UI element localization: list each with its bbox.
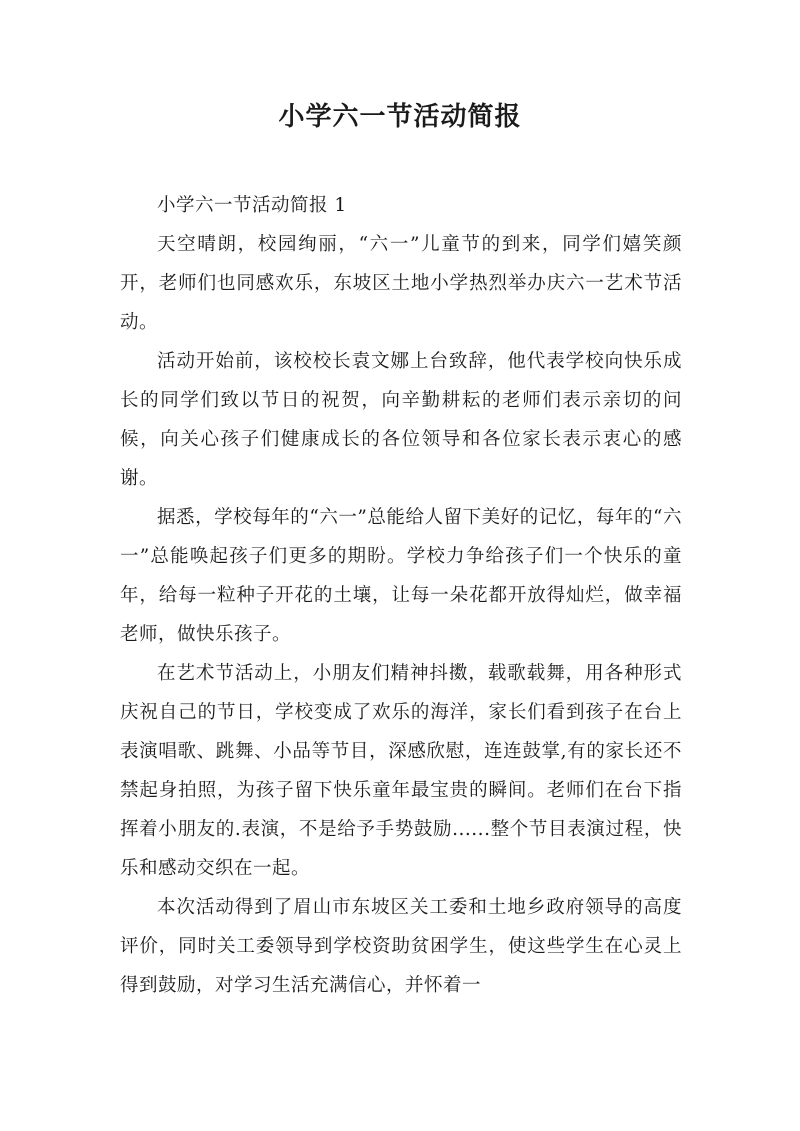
paragraph-1: 天空晴朗，校园绚丽，“六一”儿童节的到来，同学们嬉笑颜开，老师们也同感欢乐，东坡区土地小学热烈举办庆六一艺术节活动。 [120, 234, 682, 333]
paragraph-4: 在艺术节活动上，小朋友们精神抖擞，载歌载舞，用各种形式庆祝自己的节日，学校变成了欢乐的海洋，家长们看到孩子在台上表演唱歌、跳舞、小品等节目，深感欣慰，连连鼓掌,有的家长还不禁起身拍照，为孩子留下快乐童年最宝贵的瞬间。老师们在台下指挥着小朋友的.表演，不是给予手势鼓励......整个节目表演过程，快乐和感动交织在一起。 [120, 663, 682, 879]
document-title: 小学六一节活动简报 [278, 102, 522, 132]
paragraph-2: 活动开始前，该校校长袁文娜上台致辞，他代表学校向快乐成长的同学们致以节日的祝贺，向辛勤耕耘的老师们表示亲切的问候，向关心孩子们健康成长的各位领导和各位家长表示衷心的感谢。 [120, 351, 682, 489]
document-body [120, 186, 682, 1005]
paragraph-3: 据悉，学校每年的“六一”总能给人留下美好的记忆，每年的“六一”总能唤起孩子们更多的期盼。学校力争给孩子们一个快乐的童年，给每一粒种子开花的土壤，让每一朵花都开放得灿烂，做幸福老师，做快乐孩子。 [120, 507, 682, 645]
paragraph-5: 本次活动得到了眉山市东坡区关工委和土地乡政府领导的高度评价，同时关工委领导到学校资助贫困学生，使这些学生在心灵上得到鼓励，对学习生活充满信心，并怀着一 [120, 897, 682, 996]
section-heading: 小学六一节活动简报 1 [157, 195, 347, 216]
